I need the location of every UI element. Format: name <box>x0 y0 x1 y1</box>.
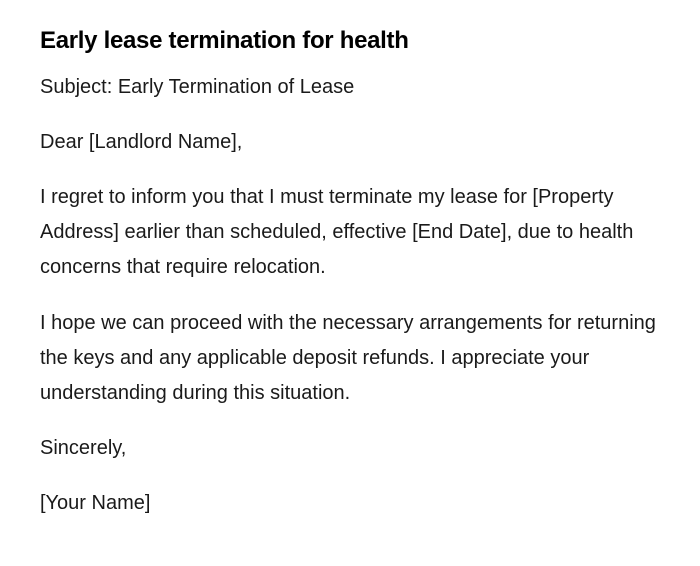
document-title: Early lease termination for health <box>40 27 409 54</box>
closing: Sincerely, <box>40 437 127 459</box>
letter-document <box>40 24 660 521</box>
signature-placeholder: [Your Name] <box>40 492 151 514</box>
subject-line: Subject: Early Termination of Lease <box>40 76 355 98</box>
body-paragraph-1: I regret to inform you that I must terminate my lease for [Property Address] earlier than scheduled, effective [End Date], due to health concerns that require relocation. <box>40 186 634 278</box>
body-paragraph-2: I hope we can proceed with the necessary arrangements for returning the keys and any applicable deposit refunds. I appreciate your understanding during this situation. <box>40 312 656 404</box>
greeting: Dear [Landlord Name], <box>40 131 243 153</box>
